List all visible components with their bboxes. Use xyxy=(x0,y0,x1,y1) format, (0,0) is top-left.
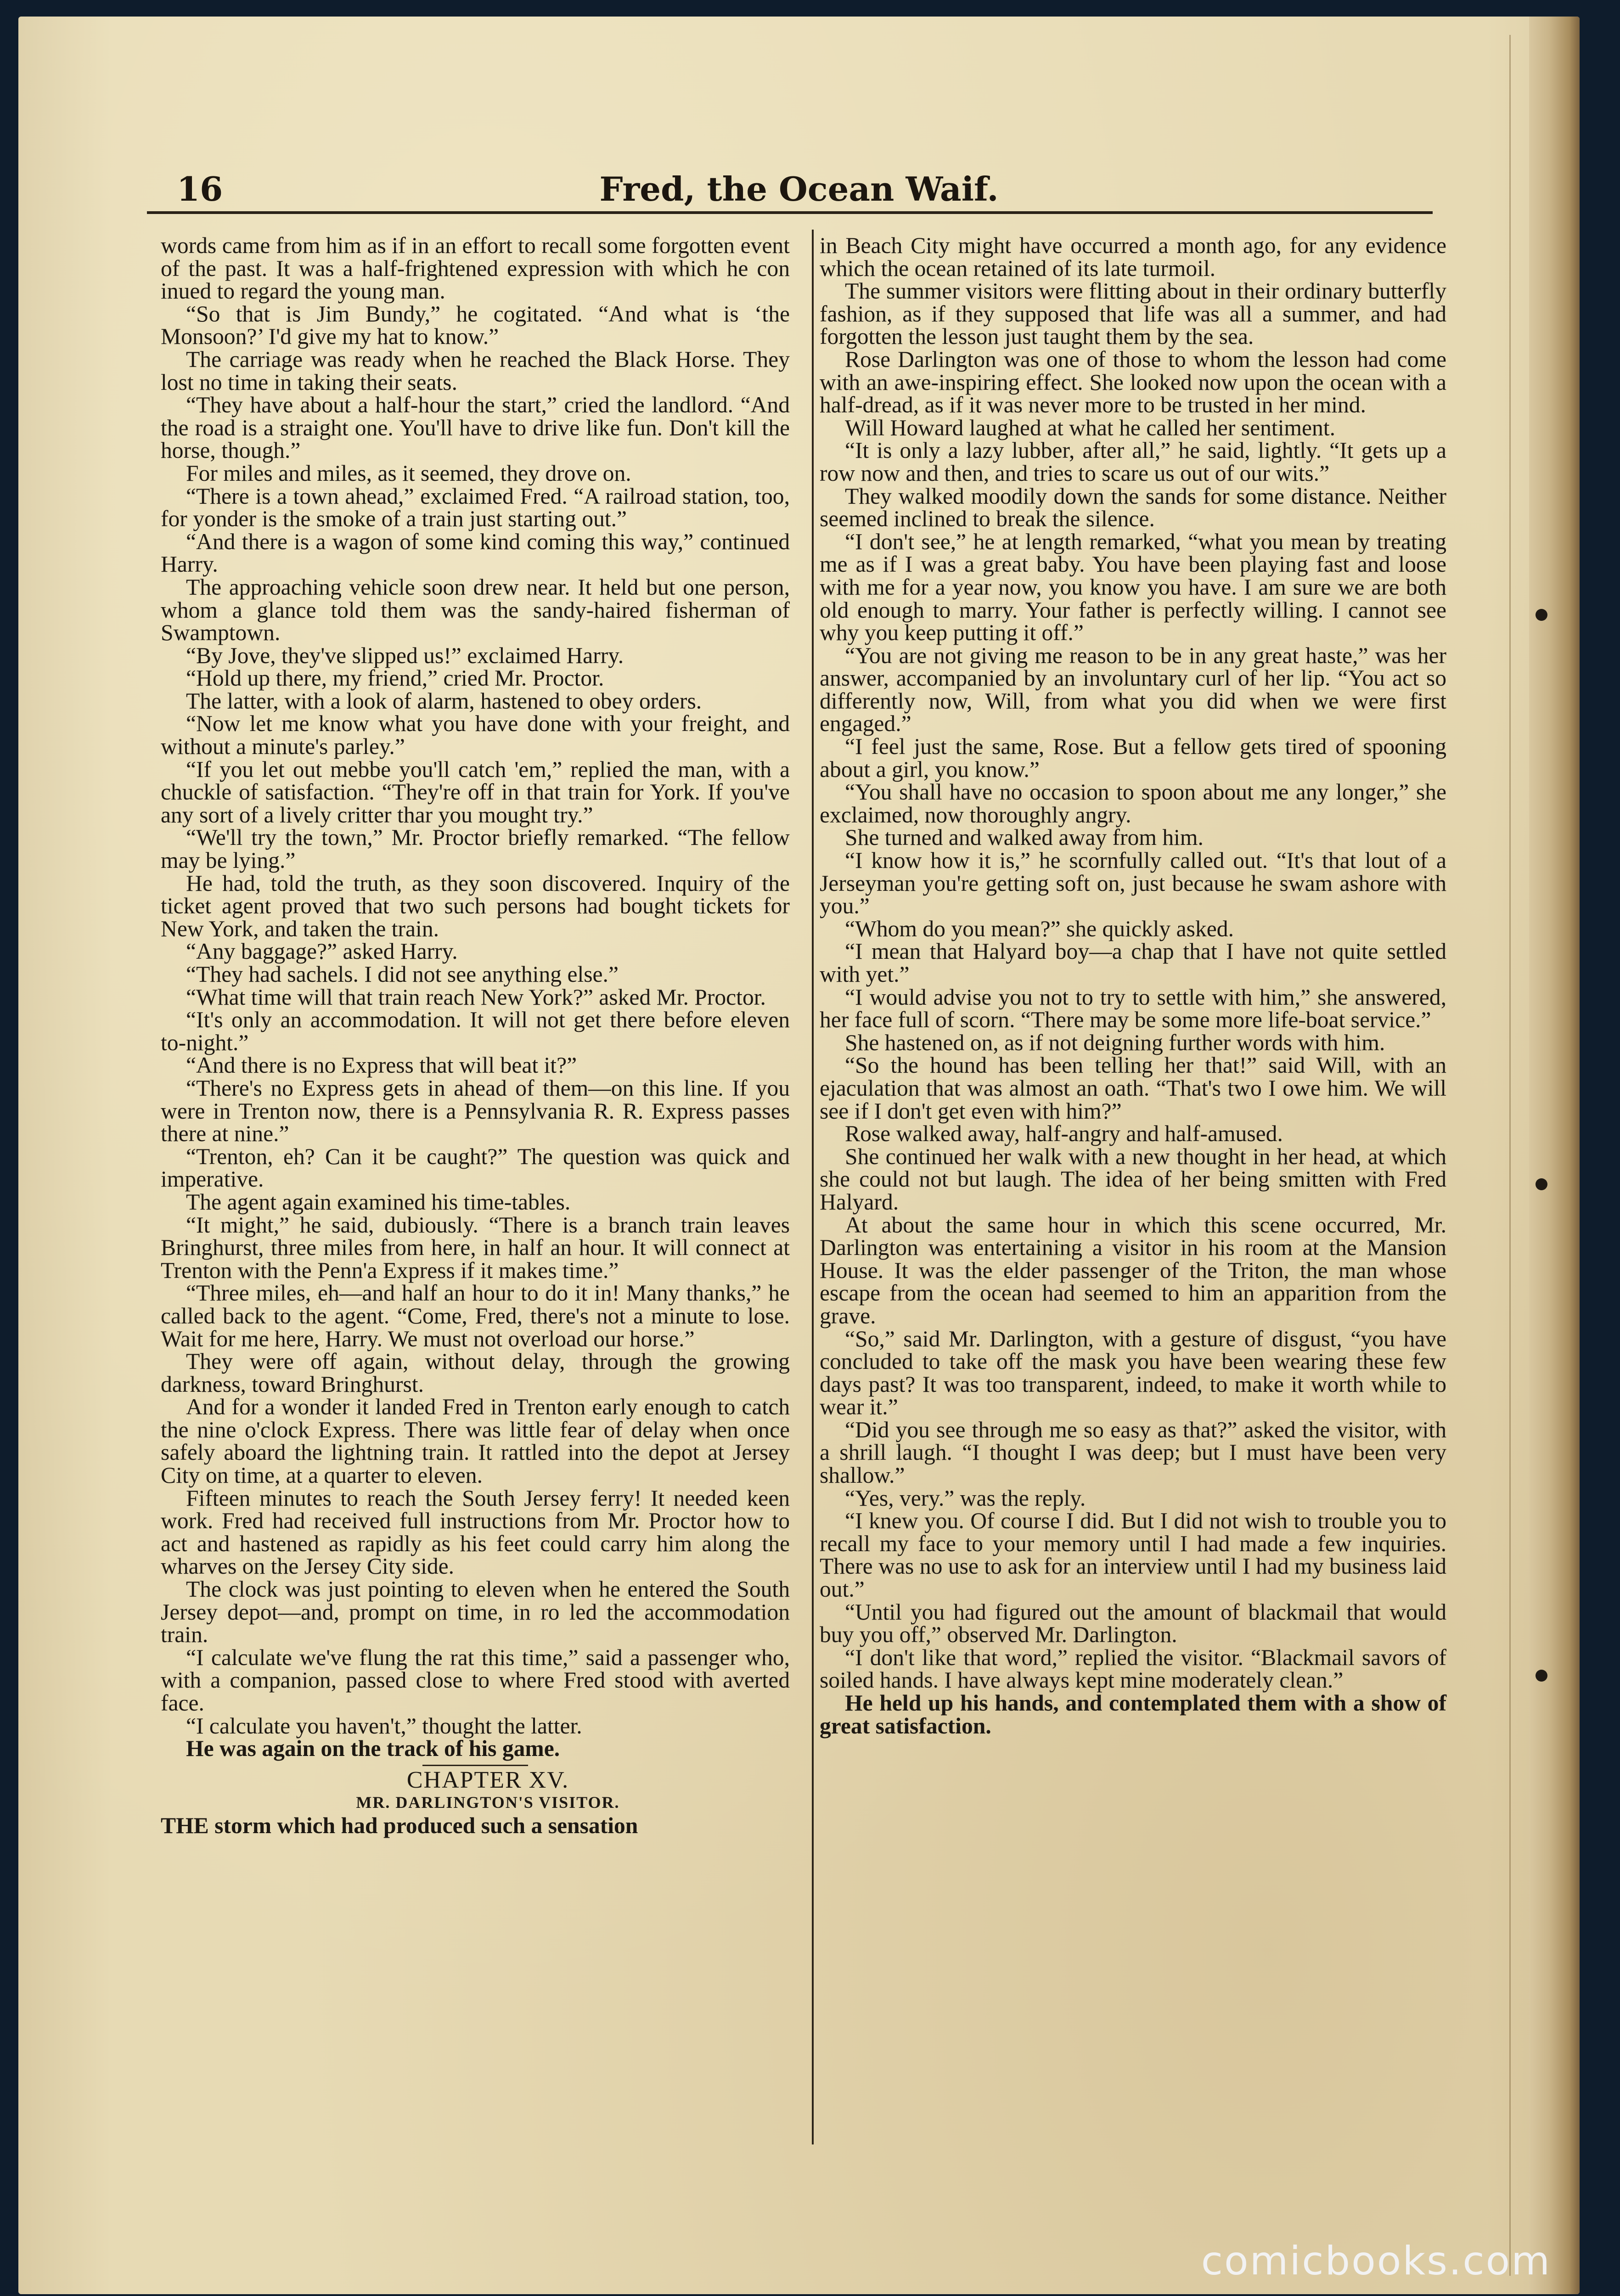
paragraph: The summer visitors were flitting about in their ordinary butterfly fashion, as if they supposed that life was all a summer, and had forgotten the lesson just taught them by the sea. xyxy=(820,278,1446,349)
paragraph: “So,” said Mr. Darlington, with a gesture of disgust, “you have concluded to take off the mask you have been wearing these few days past? It was too transparent, indeed, to make it worth while to wear it.” xyxy=(820,1326,1446,1420)
paragraph: “Trenton, eh? Can it be caught?” The question was quick and imperative. xyxy=(161,1143,790,1192)
paragraph: “Three miles, eh—and half an hour to do it in! Many thanks,” he called back to the agent. “Come, Fred, there's not a minute to lose. Wait for me here, Harry. We must not overload our horse.” xyxy=(161,1280,790,1351)
binding-hole xyxy=(1536,1670,1547,1682)
chapter-rule xyxy=(422,1765,528,1766)
paragraph: Rose Darlington was one of those to whom the lesson had come with an awe-inspiring effect. She looked now upon the ocean with a half-dread, as if it was never more to be trusted in her mind. xyxy=(820,346,1446,418)
paragraph: “I feel just the same, Rose. But a fellow gets tired of spooning about a girl, you know.” xyxy=(820,734,1446,782)
paragraph: “Now let me know what you have done with your freight, and without a minute's parley.” xyxy=(161,711,790,760)
paragraph: Rose walked away, half-angry and half-amused. xyxy=(845,1121,1283,1147)
paragraph: “You are not giving me reason to be in any great haste,” was her answer, accompanied by an involuntary curl of her lip. “You act so differently now, Will, from what you did when we were first engaged.” xyxy=(820,642,1446,737)
paragraph: “I don't see,” he at length remarked, “what you mean by treating me as if I was a great baby. You have been playing fast and loose with me for a year now, you know you have. I am sure we are both old enough to marry. Your father is perfectly willing. I cannot see why you keep putting it off.” xyxy=(820,529,1446,646)
paragraph: “There is a town ahead,” exclaimed Fred. “A railroad station, too, for yonder is the smoke of a train just starting out.” xyxy=(161,483,790,532)
running-title: Fred, the Ocean Waif. xyxy=(599,169,999,208)
page-header xyxy=(163,166,1435,216)
paragraph: “What time will that train reach New York?” asked Mr. Proctor. xyxy=(186,984,766,1010)
paragraph: They walked moodily down the sands for some distance. Neither seemed inclined to break the silence. xyxy=(820,483,1446,532)
paragraph: He held up his hands, and contemplated them with a show of great satisfaction. xyxy=(820,1690,1446,1739)
paragraph: “I would advise you not to try to settle with him,” she answered, her face full of scorn. “There may be some more life-boat service.” xyxy=(820,984,1446,1033)
paragraph: For miles and miles, as it seemed, they drove on. xyxy=(186,460,631,486)
paragraph: “I mean that Halyard boy—a chap that I have not quite settled with yet.” xyxy=(820,939,1446,987)
paragraph: “I don't like that word,” replied the visitor. “Blackmail savors of soiled hands. I have always kept mine moderately clean.” xyxy=(820,1644,1446,1693)
chapter-subtitle: MR. DARLINGTON'S VISITOR. xyxy=(356,1793,620,1812)
paragraph: “And there is no Express that will beat it?” xyxy=(186,1052,577,1078)
paragraph: “And there is a wagon of some kind coming this way,” continued Harry. xyxy=(161,529,790,577)
paragraph: At about the same hour in which this scene occurred, Mr. Darlington was entertaining a visitor in his room at the Mansion House. It was the elder passenger of the Triton, the man whose escape from the ocean had seemed to him an apparition from the grave. xyxy=(820,1212,1446,1328)
paragraph: Fifteen minutes to reach the South Jersey ferry! It needed keen work. Fred had received full instructions from Mr. Proctor how to act and hastened as rapidly as his feet could carry him along the wharves on the Jersey City side. xyxy=(161,1485,790,1579)
paragraph: in Beach City might have occurred a month ago, for any evidence which the ocean retained of its late turmoil. xyxy=(820,233,1446,281)
paragraph: “I knew you. Of course I did. But I did not wish to trouble you to recall my face to your memory until I had made a few inquiries. There was no use to ask for an interview until I had my business laid out.” xyxy=(820,1508,1446,1602)
binding-fold xyxy=(1509,35,1511,2276)
paragraph: “Hold up there, my friend,” cried Mr. Proctor. xyxy=(186,665,604,691)
paragraph: He was again on the track of his game. xyxy=(186,1736,560,1761)
column-divider xyxy=(812,230,814,2144)
paragraph: “I calculate you haven't,” thought the latter. xyxy=(186,1713,582,1739)
site-watermark: comicbooks.com xyxy=(1201,2238,1551,2284)
paragraph: “I know how it is,” he scornfully called out. “It's that lout of a Jerseyman you're getting soft on, just because he swam ashore with you.” xyxy=(820,848,1446,919)
paragraph: “It is only a lazy lubber, after all,” he said, lightly. “It gets up a row now and then, and tries to scare us out of our wits.” xyxy=(820,438,1446,486)
paragraph: She continued her walk with a new thought in her head, at which she could not but laugh. The idea of her being smitten with Fred Halyard. xyxy=(820,1143,1446,1215)
paragraph: And for a wonder it landed Fred in Trenton early enough to catch the nine o'clock Express. There was little fear of delay when once safely aboard the lightning train. It rattled into the depot at Jersey City on time, at a quarter to eleven. xyxy=(161,1394,790,1488)
paragraph: Will Howard laughed at what he called her sentiment. xyxy=(845,415,1336,440)
chapter-opening: THE storm which had produced such a sensation xyxy=(161,1812,638,1838)
paragraph: The carriage was ready when he reached the Black Horse. They lost no time in taking their seats. xyxy=(161,346,790,395)
paragraph: “You shall have no occasion to spoon about me any longer,” she exclaimed, now thoroughly angry. xyxy=(820,779,1446,827)
paragraph: “If you let out mebbe you'll catch 'em,” replied the man, with a chuckle of satisfaction. “They're off in that train for York. If you've any sort of a lively critter thar you mought try.” xyxy=(161,756,790,827)
paragraph: “It's only an accommodation. It will not get there before eleven to-night.” xyxy=(161,1007,790,1055)
paragraph: “So the hound has been telling her that!” said Will, with an ejaculation that was almost an oath. “That's two I owe him. We will see if I don't get even with him?” xyxy=(820,1052,1446,1124)
binding-hole xyxy=(1536,1178,1547,1190)
paragraph: “Until you had figured out the amount of blackmail that would buy you off,” observed Mr. Darlington. xyxy=(820,1599,1446,1648)
paragraph: “Whom do you mean?” she quickly asked. xyxy=(845,916,1234,941)
paragraph: The agent again examined his time-tables. xyxy=(186,1189,571,1215)
paragraph: The approaching vehicle soon drew near. It held but one person, whom a glance told them was the sandy-haired fisherman of Swamptown. xyxy=(161,574,790,646)
chapter-title: CHAPTER XV. xyxy=(406,1767,569,1793)
paragraph: “So that is Jim Bundy,” he cogitated. “And what is ‘the Monsoon?’ I'd give my hat to know.” xyxy=(161,301,790,349)
paragraph: The latter, with a look of alarm, hastened to obey orders. xyxy=(186,688,702,714)
paragraph: “By Jove, they've slipped us!” exclaimed Harry. xyxy=(186,642,624,668)
paragraph: words came from him as if in an effort to recall some forgotten event of the past. It was a half-frightened expression with which he con inued to regard the young man. xyxy=(161,233,790,304)
right-column xyxy=(820,234,1446,1737)
binding-hole xyxy=(1536,609,1547,621)
paragraph: “We'll try the town,” Mr. Proctor briefly remarked. “The fellow may be lying.” xyxy=(161,825,790,873)
left-column xyxy=(161,234,790,1837)
paragraph: They were off again, without delay, through the growing darkness, toward Bringhurst. xyxy=(161,1349,790,1397)
paragraph: “Yes, very.” was the reply. xyxy=(845,1485,1086,1511)
paragraph: She hastened on, as if not deigning further words with him. xyxy=(845,1030,1385,1055)
header-rule xyxy=(147,211,1433,214)
paragraph: “They have about a half-hour the start,” cried the landlord. “And the road is a straight one. You'll have to drive like fun. Don't kill the horse, though.” xyxy=(161,392,790,463)
paragraph: The clock was just pointing to eleven when he entered the South Jersey depot—and, prompt on time, in ro led the accommodation train. xyxy=(161,1576,790,1648)
paragraph: “I calculate we've flung the rat this time,” said a passenger who, with a companion, passed close to where Fred stood with averted face. xyxy=(161,1644,790,1716)
paragraph: “Did you see through me so easy as that?” asked the visitor, with a shrill laugh. “I thought I was deep; but I must have been very shallow.” xyxy=(820,1417,1446,1488)
paragraph: “They had sachels. I did not see anything else.” xyxy=(186,962,619,987)
paragraph: He had, told the truth, as they soon discovered. Inquiry of the ticket agent proved that two such persons had bought tickets for New York, and taken the train. xyxy=(161,870,790,941)
page-number: 16 xyxy=(177,169,223,208)
paragraph: “There's no Express gets in ahead of them—on this line. If you were in Trenton now, there is a Pennsylvania R. R. Express passes there at nine.” xyxy=(161,1075,790,1147)
paragraph: “It might,” he said, dubiously. “There is a branch train leaves Bringhurst, three miles from here, in half an hour. It will connect at Trenton with the Penn'a Express if it makes time.” xyxy=(161,1212,790,1283)
paragraph: She turned and walked away from him. xyxy=(845,825,1204,850)
paragraph: “Any baggage?” asked Harry. xyxy=(186,939,458,964)
page-spine-edge xyxy=(1529,17,1580,2294)
